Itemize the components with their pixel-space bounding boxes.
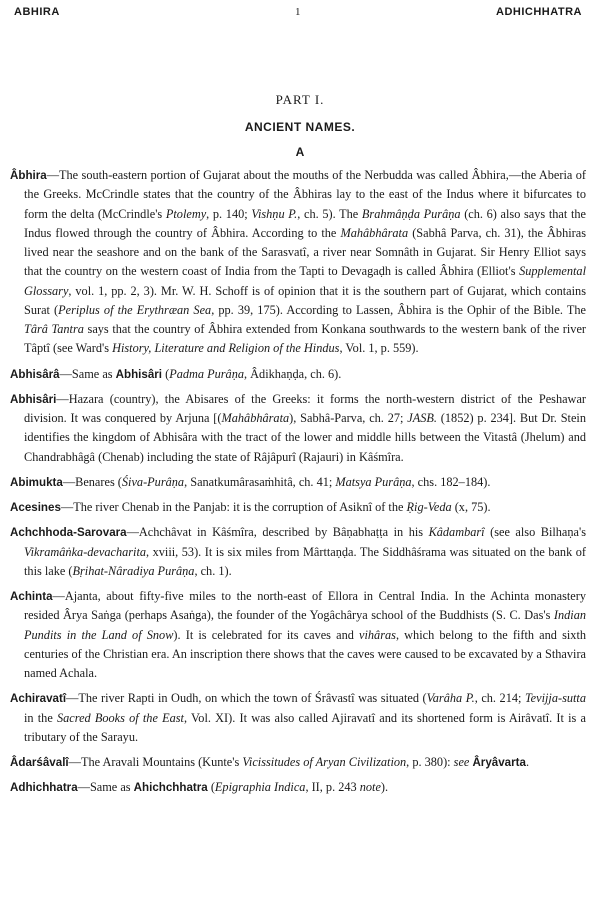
entry-headword: Achinta [10,590,53,603]
entry-text: (ch. 6) also says that the Indus flowed through the country of Âbhira. According to the [24,206,586,240]
dictionary-entry [10,473,586,492]
running-header [14,6,582,22]
italic-citation: Kâdambarî [428,525,485,540]
header-left-guide-word: ABHIRA [14,6,60,18]
entry-text: , ch. 5). The [297,206,362,221]
header-right-guide-word: ADHICHHATRA [496,6,582,18]
italic-citation: Ptolemy [165,206,207,221]
entry-text: , II, p. 243 [305,780,360,795]
entry-text: (x, 75). [451,500,491,514]
italic-citation: Târâ Tantra [24,322,84,336]
italic-citation: Śiva-Purâṇa [121,474,185,489]
italic-citation: Varâha P. [426,691,475,706]
entry-text: —Hazara (country), the Abisares of the Greeks: it forms the north-western district of the Peshawar division. It was conquered by Arjuna [( [24,391,586,425]
dictionary-entry [10,689,586,747]
italic-citation: Padma Purâṇa [169,366,245,381]
entry-text: , p. 380): [406,755,454,769]
entry-text: ). [380,780,389,795]
italic-citation: JASB. [407,411,437,425]
entry-text: , vol. 1, pp. 2, 3). Mr. W. H. Schoff is of opinion that it is the southern part of Gujarat, which contains Surat ( [24,283,586,317]
entry-text: —The south-eastern portion of Gujarat about the mouths of the Nerbudda was called Âbhira,—the Aberia of the Greeks. McCrindle states that the country of the Âbhiras lay to the east of the Indus where it bifurcates to form the delta (McCrindle's [24,168,586,221]
entry-headword: Âdarśâvalî [10,756,69,769]
entry-text: —The river Rapti in Oudh, on which the town of Śrâvastî was situated ( [66,691,427,706]
entry-text: , pp. 39, 175). According to Lassen, Âbhira is the Ophir of the Bible. The [211,302,586,317]
italic-citation: History, Literature and Religion of the Hindus [112,341,340,356]
italic-citation: Indian Pundits in the Land of Snow [24,608,586,642]
entry-headword: Achchhoda-Sarovara [10,526,127,540]
entry-text: ). It is celebrated for its caves and [173,627,360,642]
entry-text: , Vol. 1, p. 559). [339,341,419,356]
letter-heading: A [295,145,305,159]
italic-citation: Mahâbhârata [340,225,409,240]
dictionary-entry [10,523,586,581]
entry-text: —The river Chenab in the Panjab: it is the corruption of Asiknî of the [60,500,407,514]
entry-headword: Abhisâri [10,392,57,406]
entry-text: says that the country of Âbhira extended from Konkana southwards to the western bank of the river Tâptî (see Ward's [24,322,586,356]
entry-text: , Vol. XI). It was also called Ajiravatî and its shortened form is Airâvatî. It is a tributary of the Sarayu. [24,710,586,744]
italic-citation: Ṛig-Veda [406,500,452,514]
entry-text: ( [162,366,170,381]
cross-reference: Abhisâri [115,367,163,381]
entry-text: , ch. 214; [474,691,525,706]
italic-citation: Mahâbhârata [221,411,290,425]
italic-citation: Vicissitudes of Aryan Civilization [242,755,407,769]
cross-reference: Âryâvarta [472,756,526,769]
entry-text: —Benares ( [62,474,122,489]
entry-headword: Abimukta [10,475,63,489]
dictionary-entry [10,498,586,517]
entry-text: —The Aravali Mountains (Kunte's [68,755,243,769]
entry-headword: Achiravatî [10,692,67,706]
italic-citation: Vikramâṅka-devacharita [24,544,147,559]
entry-text: —Ajanta, about fifty-five miles to the north-east of Ellora in Central India. In the Achinta monastery resided Ârya Saṅga (perhaps Asaṅga), the founder of the Yogâchârya school of the Buddhists (S. C. Das's [24,589,586,623]
entry-text: ), Sabhâ-Parva, ch. 27; [289,411,408,425]
entry-text: ( [207,780,215,795]
italic-citation: Bṛihat-Nâradiya Purâṇa [72,563,195,578]
entry-text: —Same as [77,780,134,795]
dictionary-entry [10,587,586,683]
italic-citation: Matsya Purâṇa [335,474,412,489]
entry-text: (1852) p. 234]. But Dr. Stein identifies the kingdom of Abhisâra with the tract of the lower and middle hills between the Vitastâ (Jhelum) and Chandrabhâgâ (Chenab) including the state of Râjâpurî (Rajauri) in Kâśmîra. [24,411,586,464]
italic-citation: Periplus of the Erythræan Sea [58,302,212,317]
entry-text: —Same as [59,366,116,381]
italic-citation: Brahmâṇḍa Purâṇa [361,206,461,221]
part-title: PART I. [275,92,325,107]
section-title: ANCIENT NAMES. [244,120,356,134]
italic-citation: note [359,780,381,795]
entry-headword: Abhisârâ [10,367,60,381]
dictionary-entry [10,778,586,797]
entry-text: , p. 140; [206,206,252,221]
entry-text: , chs. 182–184). [411,474,491,489]
entry-text: , which belong to the fifth and sixth centuries of the Christian era. An inscription there shows that the caves were caused to be excavated by a Sthavira named Achala. [24,627,587,680]
entry-text: , Sanatkumârasaṁhitâ, ch. 41; [184,474,336,489]
italic-citation: see [453,755,470,769]
entry-headword: Âbhira [10,169,47,182]
cross-reference: Ahichchhatra [133,781,208,795]
italic-citation: Supplemental Glossary [24,264,586,298]
entry-text: . [525,755,530,769]
entry-text: (Sabhâ Parva, ch. 31), the Âbhiras lived near the seashore and on the bank of the Sarasvatî, a river near Somnâth in Gujarat. Sir Henry Elliot says that the country on the western coast of India from the Tapti to Devagaḍh is called Âbhira (Elliot's [24,225,586,279]
entry-headword: Acesines [10,501,61,514]
entry-headword: Adhichhatra [10,781,78,795]
entry-text: , xviii, 53). It is six miles from Mârttaṇḍa. The Siddhâśrama was situated on the bank of this lake ( [24,544,586,578]
dictionary-entry [10,753,586,772]
dictionary-entry [10,365,586,384]
italic-citation: Sacred Books of the East [56,710,184,725]
entry-text: , ch. 1). [194,563,232,578]
dictionary-entry [10,390,586,467]
italic-citation: Tevijja-sutta [524,691,586,706]
page-number: 1 [295,6,301,18]
italic-citation: Epigraphia Indica [214,780,306,795]
entry-text: (see also Bilhaṇa's [484,525,586,540]
italic-citation: vihâras [359,627,396,642]
entry-text: —Achchâvat in Kâśmîra, described by Bâṇabhaṭṭa in his [126,525,429,540]
dictionary-entry [10,166,586,359]
entries-list [10,166,586,804]
entry-text: in the [24,710,57,725]
entry-text: , Âdikhaṇḍa, ch. 6). [244,366,342,381]
italic-citation: Vishṇu P. [251,206,298,221]
